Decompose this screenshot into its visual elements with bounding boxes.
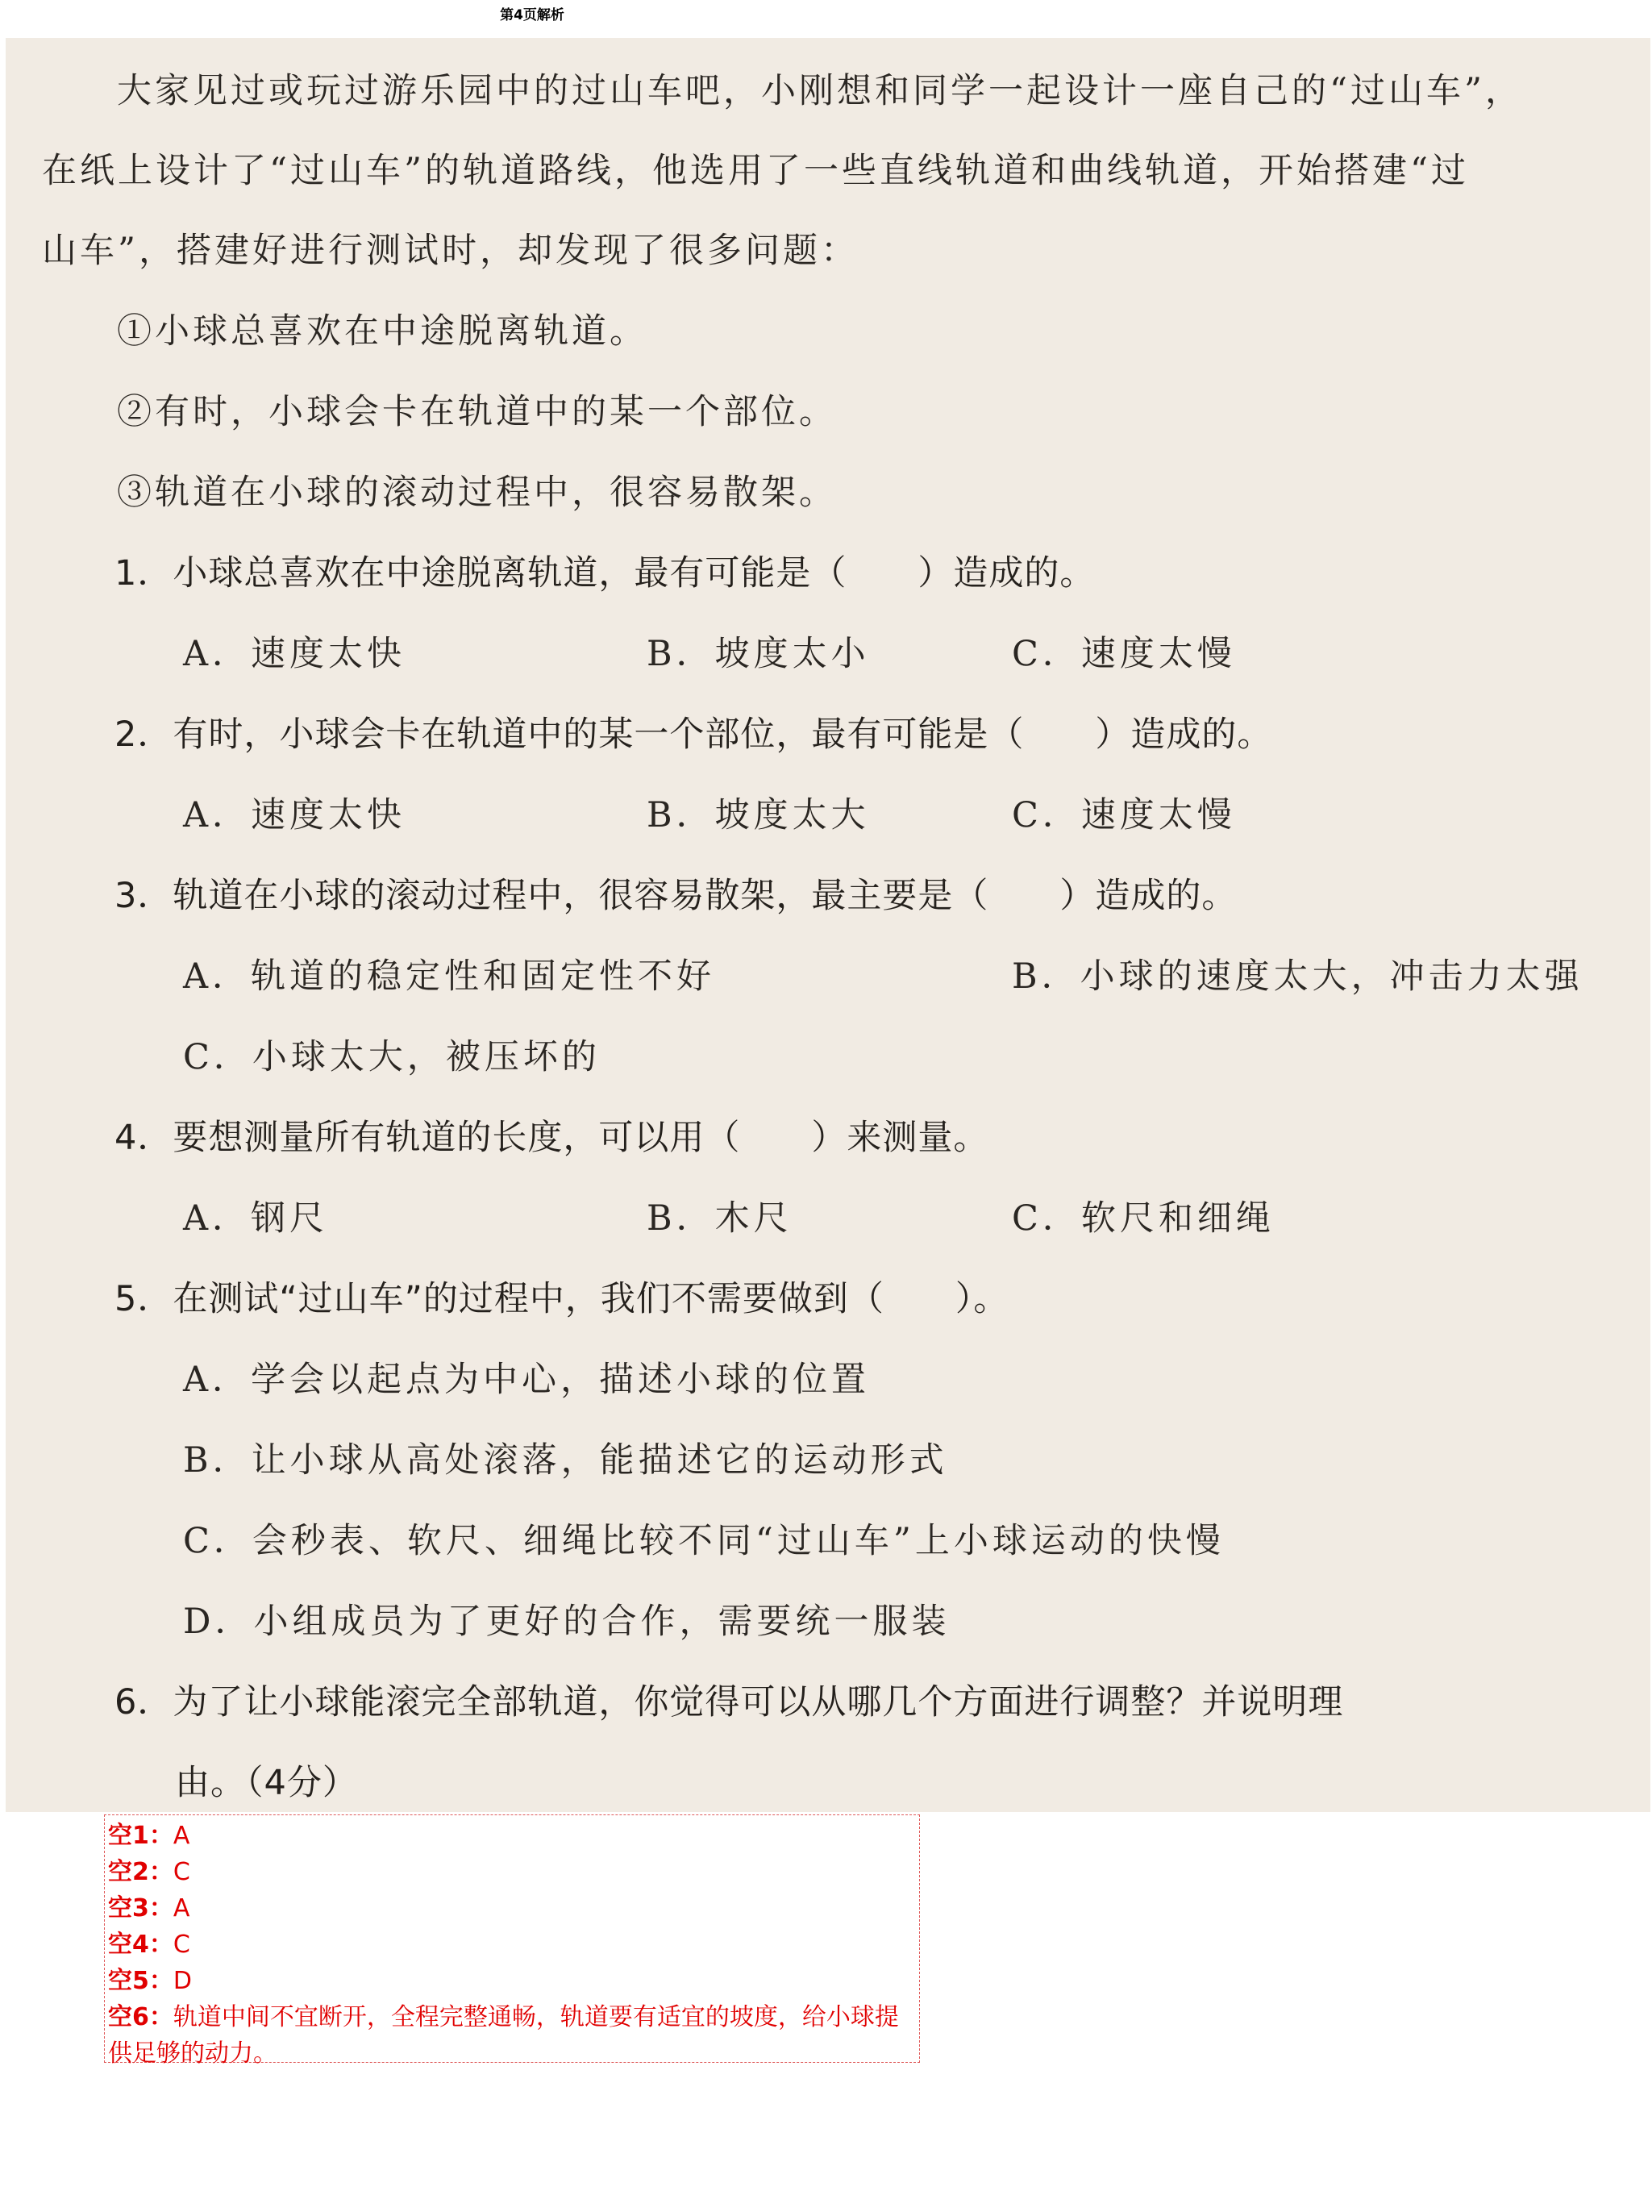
answer-row (108, 1999, 916, 2072)
option: A．轨道的稳定性和固定性不好 (183, 956, 716, 997)
problem-item: ①小球总喜欢在中途脱离轨道。 (117, 311, 647, 352)
option: C．速度太慢 (1012, 795, 1236, 835)
answer-value: C (173, 1931, 190, 1959)
question-stem: 5．在测试“过山车”的过程中，我们不需要做到（ ）。 (114, 1279, 1009, 1319)
option: B．木尺 (647, 1198, 793, 1239)
option: B．小球的速度太大，冲击力太强 (1012, 956, 1583, 997)
option: A．学会以起点为中心，描述小球的位置 (183, 1360, 871, 1400)
answer-value: D (173, 1967, 192, 1995)
answer-row (108, 1854, 916, 1890)
answer-row (108, 1818, 916, 1854)
answer-value: A (173, 1822, 190, 1850)
question-stem: 2．有时，小球会卡在轨道中的某一个部位，最有可能是（ ）造成的。 (114, 714, 1273, 755)
problem-item: ③轨道在小球的滚动过程中，很容易散架。 (117, 473, 837, 513)
option: A．钢尺 (183, 1198, 329, 1239)
answer-label: 空1： (108, 1822, 173, 1850)
question-stem-continued: 由。（4分） (175, 1763, 358, 1803)
answer-label: 空5： (108, 1967, 173, 1995)
answer-value: 轨道中间不宜断开，全程完整通畅，轨道要有适宜的坡度，给小球提供足够的动力。 (108, 2003, 899, 2068)
answer-row (108, 1927, 916, 1963)
answer-box (104, 1814, 920, 2068)
answer-value: C (173, 1858, 190, 1886)
page-header: 第4页解析 (500, 7, 564, 23)
option: C．速度太慢 (1012, 634, 1236, 674)
option: C．软尺和细绳 (1012, 1198, 1275, 1239)
option: A．速度太快 (183, 634, 406, 674)
question-stem: 3．轨道在小球的滚动过程中，很容易散架，最主要是（ ）造成的。 (114, 876, 1238, 916)
answer-row (108, 1890, 916, 1927)
answer-label: 空6： (108, 2003, 173, 2031)
answer-label: 空2： (108, 1858, 173, 1886)
option: B．坡度太小 (647, 634, 870, 674)
option: C．小球太大，被压坏的 (183, 1037, 601, 1077)
question-stem: 6．为了让小球能滚完全部轨道，你觉得可以从哪几个方面进行调整？并说明理 (114, 1682, 1344, 1723)
question-stem: 1．小球总喜欢在中途脱离轨道，最有可能是（ ）造成的。 (114, 553, 1096, 594)
option: C．会秒表、软尺、细绳比较不同“过山车”上小球运动的快慢 (183, 1521, 1225, 1561)
option: B．坡度太大 (647, 795, 870, 835)
passage-line: 在纸上设计了“过山车”的轨道路线，他选用了一些直线轨道和曲线轨道，开始搭建“过 (42, 151, 1469, 191)
answer-value: A (173, 1894, 190, 1922)
answer-label: 空3： (108, 1894, 173, 1922)
answer-row (108, 1963, 916, 1999)
option: D．小组成员为了更好的合作，需要统一服装 (183, 1602, 951, 1642)
problem-item: ②有时，小球会卡在轨道中的某一个部位。 (117, 392, 837, 432)
passage-line: 山车”，搭建好进行测试时，却发现了很多问题： (42, 231, 859, 271)
answer-label: 空4： (108, 1931, 173, 1959)
passage-line: 大家见过或玩过游乐园中的过山车吧，小刚想和同学一起设计一座自己的“过山车”， (117, 71, 1523, 111)
option: A．速度太快 (183, 795, 406, 835)
question-stem: 4．要想测量所有轨道的长度，可以用（ ）来测量。 (114, 1118, 989, 1158)
scanned-worksheet (6, 38, 1650, 1812)
option: B．让小球从高处滚落，能描述它的运动形式 (183, 1440, 948, 1481)
